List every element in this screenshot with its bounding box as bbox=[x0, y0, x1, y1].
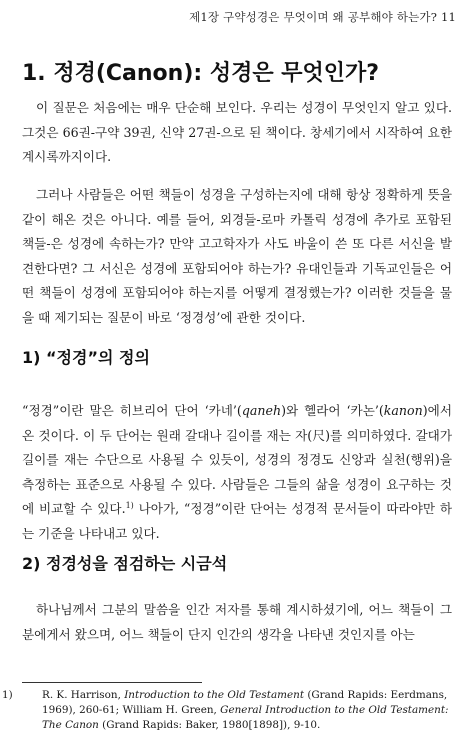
footnote-text-2: (Grand Rapids: Eerdmans, 1969), 260-61; William H. Green, bbox=[42, 689, 448, 716]
running-head: 제1장 구약성경은 무엇이며 왜 공부해야 하는가? 11 bbox=[189, 10, 456, 24]
footnote-divider bbox=[22, 682, 202, 683]
footnote-number: 1) bbox=[2, 689, 13, 701]
footnote bbox=[2, 688, 454, 733]
paragraph-3-text-c: )에서 온 것이다. 이 두 단어는 원래 갈대나 길이를 재는 자(尺)를 의미하였다. 갈대가 길이를 재는 수단으로 사용될 수 있듯이, 성경의 정경도 신앙과 실천(행위)을 측정하는 표준으로 사용될 수 있다. 사람들은 그들의 삶을 성경이 요구하는 것에 비교할 수 있다. bbox=[22, 403, 452, 517]
section-heading-touchstone: 2) 정경성을 점검하는 시금석 bbox=[22, 554, 228, 573]
footnote-book-2: General Introduction to the Old Testament: The Canon bbox=[42, 704, 449, 731]
paragraph-4-text: 하나님께서 그분의 말씀을 인간 저자를 통해 계시하셨기에, 어느 책들이 그분에게서 왔으며, 어느 책들이 단지 인간의 생각을 나타낸 것인지를 아는 bbox=[22, 602, 452, 642]
section-heading-definition: 1) “정경”의 정의 bbox=[22, 348, 150, 367]
footnote-text-1: R. K. Harrison, bbox=[42, 689, 125, 701]
paragraph-2 bbox=[22, 183, 452, 331]
paragraph-3 bbox=[22, 399, 452, 547]
paragraph-1 bbox=[22, 96, 452, 170]
paragraph-4 bbox=[22, 598, 452, 647]
footnote-text-3: (Grand Rapids: Baker, 1980[1898]), 9-10. bbox=[98, 719, 321, 731]
paragraph-3-text-b: )와 헬라어 ‘카논’( bbox=[281, 403, 384, 418]
greek-term: kanon bbox=[383, 403, 423, 418]
footnote-body bbox=[2, 688, 454, 733]
footnote-book-1: Introduction to the Old Testament bbox=[124, 689, 305, 701]
footnote-reference[interactable]: 1) bbox=[125, 501, 134, 511]
paragraph-3-text-d: 나아가, “정경”이란 단어는 성경적 문서들이 따라야만 하는 기준을 나타내고 있다. bbox=[22, 501, 453, 541]
paragraph-2-text: 그러나 사람들은 어떤 책들이 성경을 구성하는지에 대해 항상 정확하게 뜻을 같이 해온 것은 아니다. 예를 들어, 외경들-로마 카톨릭 성경에 추가로 포함된 책들-은 성경에 속하는가? 만약 고고학자가 사도 바울이 쓴 또 다른 서신을 발견한다면? 그 서신은 성경에 포함되어야 하는가? 유대인들과 기독교인들은 어떤 책들이 성경에 포함되어야 하는지를 어떻게 결정했는가? 이러한 것들을 물을 때 제기되는 질문이 바로 ‘정경성’에 관한 것이다. bbox=[22, 187, 452, 325]
chapter-title: 1. 정경(Canon): 성경은 무엇인가? bbox=[22, 61, 380, 86]
paragraph-3-text-a: “정경”이란 말은 히브리어 단어 ‘카네’( bbox=[22, 403, 242, 418]
hebrew-term: qaneh bbox=[241, 403, 282, 418]
paragraph-1-text: 이 질문은 처음에는 매우 단순해 보인다. 우리는 성경이 무엇인지 알고 있다. 그것은 66권-구약 39권, 신약 27권-으로 된 책이다. 창세기에서 시작하여 요한계시록까지이다. bbox=[22, 100, 452, 165]
